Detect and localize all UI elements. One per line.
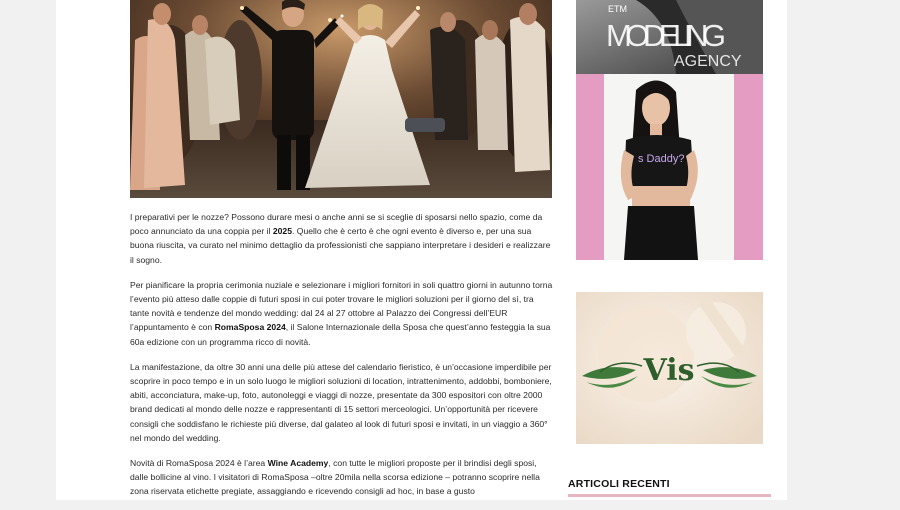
vis-logo-text: Vis <box>643 353 695 388</box>
text-run: . Quello che è certo è che ogni evento è diverso e, per una sua buona riuscita, va curato nel minimo dettaglio da professionisti che sappiano interpretare i desideri e realizzare il sogno. <box>130 226 551 265</box>
sidebar-ad-modeling-agency[interactable] <box>576 0 763 260</box>
text-run: Per pianificare la propria cerimonia nuziale e selezionare i migliori fornitori in soli quattro giorni in autunno torna l’evento più atteso dalle coppie di futuri sposi in cui poter trovare le migliori soluzioni per il giorno del sì, tra tante novità e tendenze del mondo wedding: dal 24 al 27 ottobre al Palazzo dei Congressi dell’EUR l’appuntamento è con <box>130 279 553 333</box>
recent-articles-title: ARTICOLI RECENTI <box>568 478 771 497</box>
ad-shirt-text: s Daddy? <box>638 153 685 165</box>
ad-brand-small: ETM <box>608 4 627 14</box>
text-run: , con tutte le migliori proposte per il brindisi degli sposi, dalle bollicine al vino. I visitatori di RomaSposa –oltre 20mila nella scorsa edizione – potranno scoprire nella zona riservata etichette pregiate, assaggiando e ricevendo consigli ad hoc, in base a gusto <box>130 458 540 497</box>
text-run: Novità di RomaSposa 2024 è l’area <box>130 458 268 469</box>
article-body <box>130 210 554 510</box>
article-hero-image <box>130 0 552 198</box>
article-paragraph-1 <box>130 210 554 267</box>
article-paragraph-2 <box>130 278 554 349</box>
bold-text: Wine Academy <box>267 458 329 469</box>
page-container <box>56 0 787 500</box>
bold-text: RomaSposa 2024 <box>214 322 286 333</box>
text-run: , il Salone Internazionale della Sposa che quest’anno festeggia la sua 60a edizione con un programma ricco di novità. <box>130 322 551 347</box>
recent-articles-widget <box>568 478 771 497</box>
ad-brand-big: MODELING <box>606 18 726 53</box>
text-run: La manifestazione, da oltre 30 anni una delle più attese del calendario fieristico, è un’occasione imperdibile per scoprire in poco tempo e in un solo luogo le migliori soluzioni di location, intrattenimento, addobbi, bomboniere, abiti, acconciatura, make-up, foto, autonoleggi e viaggi di nozze, presentate da 300 espositori con oltre 2000 brand dedicati al mondo delle nozze e rappresentanti di 15 settori merceologici. Un’opportunità per ricevere consigli che soddisfano le richieste più diverse, dal galateo al look di futuri sposi e invitati, in un viaggio a 360° nel mondo del wedding. <box>130 361 552 443</box>
sidebar-ad-vis[interactable] <box>576 292 763 444</box>
article-paragraph-4 <box>130 456 554 499</box>
ad-brand-sub: AGENCY <box>674 53 742 70</box>
article-paragraph-3 <box>130 360 554 445</box>
bold-text: 2025 <box>272 226 292 237</box>
text-run: I preparativi per le nozze? Possono durare mesi o anche anni se si sceglie di sposarsi nello spazio, come da poco annunciato da una coppia per il <box>130 212 543 237</box>
